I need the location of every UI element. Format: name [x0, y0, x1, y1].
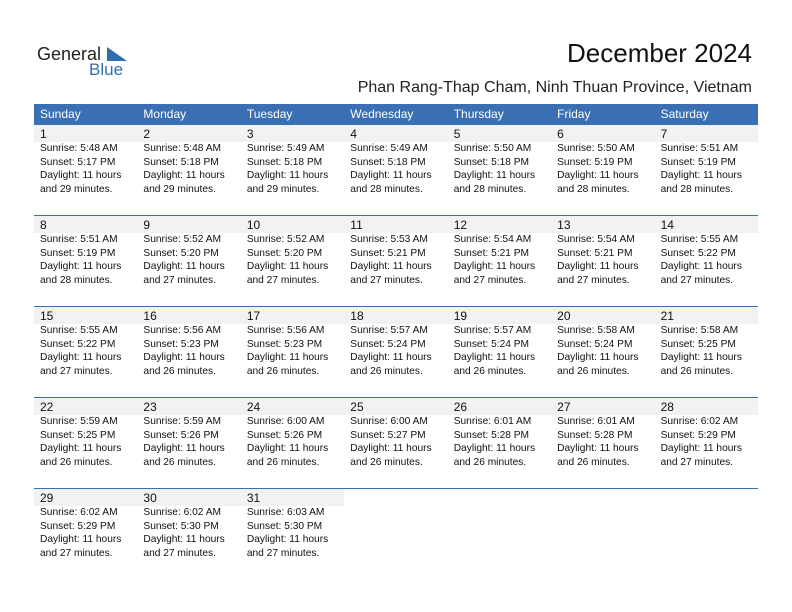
sunrise-time: Sunrise: 5:58 AM — [660, 325, 739, 336]
sunset-time: Sunset: 5:27 PM — [350, 429, 426, 441]
day-number: 27 — [551, 398, 654, 415]
day-number: 8 — [34, 216, 137, 233]
day-number: 22 — [34, 398, 137, 415]
daylight-duration: and 26 minutes. — [350, 365, 423, 377]
daylight-duration: and 27 minutes. — [143, 547, 216, 559]
day-number: 2 — [137, 125, 240, 142]
daylight-duration: and 28 minutes. — [660, 183, 734, 195]
day-number: 15 — [34, 307, 137, 324]
day-number: 7 — [655, 125, 758, 142]
sunrise-time: Sunrise: 5:56 AM — [246, 325, 325, 336]
sunrise-time: Sunrise: 6:02 AM — [40, 507, 118, 518]
sunset-time: Sunset: 5:29 PM — [40, 520, 116, 532]
calendar-day-cell — [241, 125, 344, 215]
daylight-duration: Daylight: 11 hours — [143, 534, 225, 546]
day-number: 13 — [551, 216, 654, 233]
calendar-week-row — [34, 488, 758, 579]
daylight-duration: and 27 minutes. — [40, 547, 113, 559]
calendar-day-cell — [34, 125, 137, 215]
sunrise-time: Sunrise: 5:50 AM — [453, 143, 532, 154]
daylight-duration: Daylight: 11 hours — [143, 261, 225, 273]
calendar-day-cell — [655, 398, 758, 488]
sunset-time: Sunset: 5:25 PM — [40, 429, 116, 441]
daylight-duration: Daylight: 11 hours — [143, 352, 225, 364]
sunrise-time: Sunrise: 5:57 AM — [453, 325, 532, 336]
calendar-day-cell — [448, 398, 551, 488]
daylight-duration: Daylight: 11 hours — [246, 443, 329, 455]
calendar-day-cell — [344, 125, 447, 215]
day-number: 25 — [344, 398, 447, 415]
calendar-day-cell — [137, 398, 240, 488]
calendar-day-cell — [241, 216, 344, 306]
day-number: 16 — [137, 307, 240, 324]
sunset-time: Sunset: 5:28 PM — [453, 429, 530, 441]
calendar-day-cell — [551, 216, 654, 306]
daylight-duration: Daylight: 11 hours — [660, 443, 742, 455]
sunrise-time: Sunrise: 5:53 AM — [350, 234, 428, 245]
calendar-day-cell — [448, 125, 551, 215]
sunset-time: Sunset: 5:19 PM — [40, 247, 116, 259]
logo-text-blue: Blue — [89, 60, 124, 79]
sunrise-time: Sunrise: 5:59 AM — [40, 416, 118, 427]
sunrise-time: Sunrise: 5:54 AM — [453, 234, 532, 245]
sunrise-time: Sunrise: 6:02 AM — [660, 416, 739, 427]
calendar-day-cell — [344, 398, 447, 488]
sunrise-time: Sunrise: 6:03 AM — [246, 507, 325, 518]
sunrise-time: Sunrise: 5:57 AM — [350, 325, 428, 336]
sunrise-time: Sunrise: 5:59 AM — [143, 416, 222, 427]
daylight-duration: Daylight: 11 hours — [453, 170, 536, 182]
sunset-time: Sunset: 5:23 PM — [143, 338, 219, 350]
daylight-duration: Daylight: 11 hours — [350, 261, 432, 273]
location-subtitle: Phan Rang-Thap Cham, Ninh Thuan Province, Vietnam — [357, 79, 752, 96]
day-number: 3 — [241, 125, 344, 142]
sunrise-time: Sunrise: 6:00 AM — [350, 416, 428, 427]
sunrise-time: Sunrise: 5:51 AM — [40, 234, 118, 245]
calendar-week-row — [34, 215, 758, 306]
calendar-day-cell — [344, 307, 447, 397]
daylight-duration: and 26 minutes. — [143, 456, 216, 468]
weekday-wednesday: Wednesday — [350, 107, 414, 121]
logo-text-general: General — [37, 44, 102, 64]
sunrise-time: Sunrise: 6:02 AM — [143, 507, 222, 518]
daylight-duration: Daylight: 11 hours — [246, 261, 329, 273]
day-number: 17 — [241, 307, 344, 324]
calendar-week-row — [34, 306, 758, 397]
weekday-header-row — [34, 104, 758, 125]
sunset-time: Sunset: 5:24 PM — [350, 338, 426, 350]
sunset-time: Sunset: 5:29 PM — [660, 429, 736, 441]
weekday-thursday: Thursday — [453, 107, 504, 121]
daylight-duration: and 26 minutes. — [660, 365, 734, 377]
sunset-time: Sunset: 5:22 PM — [40, 338, 116, 350]
sunset-time: Sunset: 5:19 PM — [557, 156, 633, 168]
daylight-duration: and 27 minutes. — [453, 274, 527, 286]
sunset-time: Sunset: 5:30 PM — [246, 520, 323, 532]
calendar-day-cell — [344, 216, 447, 306]
sunset-time: Sunset: 5:25 PM — [660, 338, 736, 350]
sunset-time: Sunset: 5:26 PM — [143, 429, 219, 441]
day-number: 21 — [655, 307, 758, 324]
calendar-day-cell — [551, 489, 654, 579]
daylight-duration: Daylight: 11 hours — [350, 443, 432, 455]
daylight-duration: Daylight: 11 hours — [246, 170, 329, 182]
logo — [37, 44, 137, 80]
sunset-time: Sunset: 5:19 PM — [660, 156, 736, 168]
sunrise-time: Sunrise: 5:49 AM — [350, 143, 428, 154]
sunset-time: Sunset: 5:18 PM — [453, 156, 530, 168]
day-number: 9 — [137, 216, 240, 233]
daylight-duration: and 27 minutes. — [40, 365, 113, 377]
sunset-time: Sunset: 5:30 PM — [143, 520, 219, 532]
daylight-duration: Daylight: 11 hours — [557, 261, 639, 273]
weekday-friday: Friday — [557, 107, 591, 121]
daylight-duration: and 26 minutes. — [246, 365, 320, 377]
calendar-weeks — [34, 125, 758, 579]
calendar-day-cell — [551, 398, 654, 488]
daylight-duration: and 26 minutes. — [453, 365, 527, 377]
daylight-duration: and 26 minutes. — [246, 456, 320, 468]
sunrise-time: Sunrise: 5:56 AM — [143, 325, 222, 336]
daylight-duration: and 28 minutes. — [557, 183, 630, 195]
calendar-day-cell — [655, 216, 758, 306]
day-number: 31 — [241, 489, 344, 506]
calendar-day-cell — [655, 125, 758, 215]
day-number: 29 — [34, 489, 137, 506]
page-title: December 2024 — [567, 38, 752, 68]
calendar-week-row — [34, 397, 758, 488]
daylight-duration: and 27 minutes. — [660, 274, 734, 286]
daylight-duration: Daylight: 11 hours — [557, 170, 639, 182]
sunrise-time: Sunrise: 6:01 AM — [453, 416, 532, 427]
calendar-day-cell — [655, 307, 758, 397]
sunset-time: Sunset: 5:18 PM — [246, 156, 323, 168]
daylight-duration: Daylight: 11 hours — [40, 261, 122, 273]
calendar-day-cell — [34, 216, 137, 306]
sunset-time: Sunset: 5:22 PM — [660, 247, 736, 259]
daylight-duration: Daylight: 11 hours — [246, 534, 329, 546]
weekday-saturday: Saturday — [660, 107, 709, 121]
daylight-duration: Daylight: 11 hours — [40, 170, 122, 182]
calendar-day-cell — [448, 307, 551, 397]
day-number: 19 — [448, 307, 551, 324]
calendar-day-cell — [137, 489, 240, 579]
daylight-duration: and 27 minutes. — [246, 547, 320, 559]
calendar-day-cell — [551, 307, 654, 397]
daylight-duration: Daylight: 11 hours — [350, 170, 432, 182]
daylight-duration: Daylight: 11 hours — [660, 261, 742, 273]
day-number: 14 — [655, 216, 758, 233]
sunrise-time: Sunrise: 5:48 AM — [143, 143, 222, 154]
sunset-time: Sunset: 5:24 PM — [557, 338, 633, 350]
calendar-day-cell — [137, 307, 240, 397]
calendar-week-row — [34, 125, 758, 215]
day-number: 12 — [448, 216, 551, 233]
weekday-monday: Monday — [143, 107, 187, 121]
daylight-duration: Daylight: 11 hours — [660, 170, 742, 182]
day-number: 1 — [34, 125, 137, 142]
daylight-duration: and 26 minutes. — [557, 456, 630, 468]
daylight-duration: and 29 minutes. — [246, 183, 320, 195]
day-number: 30 — [137, 489, 240, 506]
day-number: 4 — [344, 125, 447, 142]
daylight-duration: Daylight: 11 hours — [40, 443, 122, 455]
sunrise-time: Sunrise: 5:51 AM — [660, 143, 739, 154]
daylight-duration: Daylight: 11 hours — [143, 443, 225, 455]
daylight-duration: and 29 minutes. — [40, 183, 113, 195]
day-number: 11 — [344, 216, 447, 233]
daylight-duration: Daylight: 11 hours — [350, 352, 432, 364]
calendar-day-cell — [241, 307, 344, 397]
day-number: 5 — [448, 125, 551, 142]
day-number: 28 — [655, 398, 758, 415]
daylight-duration: Daylight: 11 hours — [557, 443, 639, 455]
daylight-duration: and 27 minutes. — [660, 456, 734, 468]
calendar-day-cell — [344, 489, 447, 579]
daylight-duration: Daylight: 11 hours — [246, 352, 329, 364]
calendar-day-cell — [448, 216, 551, 306]
sunrise-time: Sunrise: 5:54 AM — [557, 234, 635, 245]
sunset-time: Sunset: 5:28 PM — [557, 429, 633, 441]
sunset-time: Sunset: 5:23 PM — [246, 338, 323, 350]
sunset-time: Sunset: 5:21 PM — [350, 247, 426, 259]
calendar-grid — [34, 104, 758, 579]
weekday-sunday: Sunday — [40, 107, 81, 121]
sunrise-time: Sunrise: 5:49 AM — [246, 143, 325, 154]
daylight-duration: and 28 minutes. — [453, 183, 527, 195]
day-number: 20 — [551, 307, 654, 324]
day-number: 18 — [344, 307, 447, 324]
daylight-duration: Daylight: 11 hours — [660, 352, 742, 364]
calendar-day-cell — [241, 489, 344, 579]
daylight-duration: Daylight: 11 hours — [143, 170, 225, 182]
calendar-day-cell — [34, 307, 137, 397]
calendar-day-cell — [448, 489, 551, 579]
sunrise-time: Sunrise: 6:01 AM — [557, 416, 635, 427]
sunset-time: Sunset: 5:18 PM — [350, 156, 426, 168]
day-number: 23 — [137, 398, 240, 415]
daylight-duration: and 26 minutes. — [350, 456, 423, 468]
calendar-day-cell — [655, 489, 758, 579]
sunrise-time: Sunrise: 5:50 AM — [557, 143, 635, 154]
sunset-time: Sunset: 5:21 PM — [453, 247, 530, 259]
daylight-duration: Daylight: 11 hours — [453, 261, 536, 273]
calendar-day-cell — [34, 398, 137, 488]
day-number: 10 — [241, 216, 344, 233]
sunrise-time: Sunrise: 5:55 AM — [40, 325, 118, 336]
daylight-duration: Daylight: 11 hours — [453, 352, 536, 364]
daylight-duration: and 27 minutes. — [143, 274, 216, 286]
day-number: 26 — [448, 398, 551, 415]
calendar-day-cell — [137, 125, 240, 215]
calendar-day-cell — [34, 489, 137, 579]
daylight-duration: and 27 minutes. — [350, 274, 423, 286]
sunset-time: Sunset: 5:17 PM — [40, 156, 116, 168]
daylight-duration: Daylight: 11 hours — [453, 443, 536, 455]
sunrise-time: Sunrise: 5:52 AM — [143, 234, 222, 245]
daylight-duration: Daylight: 11 hours — [40, 352, 122, 364]
daylight-duration: and 26 minutes. — [143, 365, 216, 377]
calendar-day-cell — [137, 216, 240, 306]
sunrise-time: Sunrise: 5:52 AM — [246, 234, 325, 245]
sunrise-time: Sunrise: 5:55 AM — [660, 234, 739, 245]
daylight-duration: and 26 minutes. — [453, 456, 527, 468]
sunset-time: Sunset: 5:18 PM — [143, 156, 219, 168]
daylight-duration: and 28 minutes. — [40, 274, 113, 286]
calendar-day-cell — [241, 398, 344, 488]
calendar-day-cell — [551, 125, 654, 215]
sunrise-time: Sunrise: 5:48 AM — [40, 143, 118, 154]
sunset-time: Sunset: 5:24 PM — [453, 338, 530, 350]
daylight-duration: and 27 minutes. — [246, 274, 320, 286]
daylight-duration: and 27 minutes. — [557, 274, 630, 286]
sunrise-time: Sunrise: 6:00 AM — [246, 416, 325, 427]
sunset-time: Sunset: 5:21 PM — [557, 247, 633, 259]
day-number: 24 — [241, 398, 344, 415]
daylight-duration: and 26 minutes. — [557, 365, 630, 377]
daylight-duration: and 29 minutes. — [143, 183, 216, 195]
daylight-duration: Daylight: 11 hours — [40, 534, 122, 546]
sunset-time: Sunset: 5:20 PM — [143, 247, 219, 259]
daylight-duration: Daylight: 11 hours — [557, 352, 639, 364]
daylight-duration: and 28 minutes. — [350, 183, 423, 195]
sunset-time: Sunset: 5:26 PM — [246, 429, 323, 441]
daylight-duration: and 26 minutes. — [40, 456, 113, 468]
sunrise-time: Sunrise: 5:58 AM — [557, 325, 635, 336]
weekday-tuesday: Tuesday — [246, 107, 293, 121]
sunset-time: Sunset: 5:20 PM — [246, 247, 323, 259]
day-number: 6 — [551, 125, 654, 142]
